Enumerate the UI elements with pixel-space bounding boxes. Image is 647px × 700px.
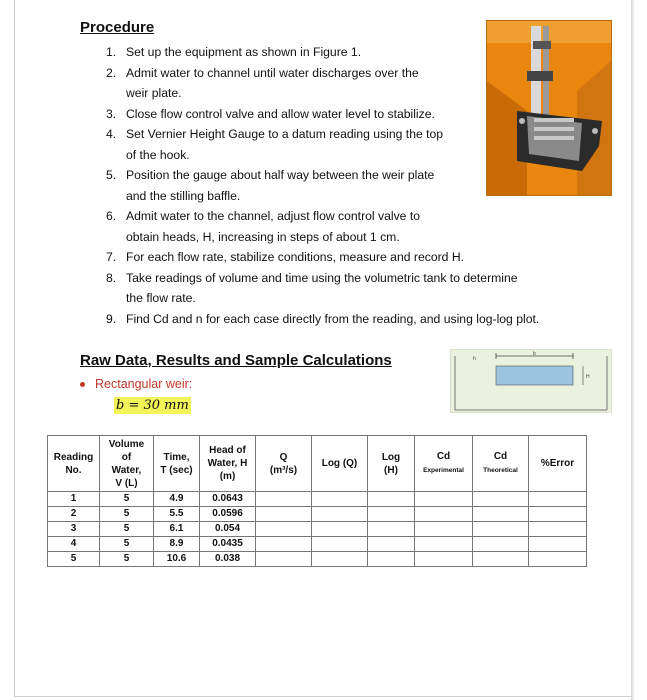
step-item: 5. Position the gauge about half way between the weir plate and the stilling baffle.: [106, 168, 435, 203]
col-reading: Reading No.: [48, 436, 100, 492]
apparatus-photo: [486, 20, 612, 196]
col-q: Q (m³/s): [256, 436, 312, 492]
procedure-heading: Procedure: [80, 19, 155, 36]
bullet-dot: [80, 382, 85, 387]
step-item: 9. Find Cd and n for each case directly from the reading, and using log-log plot.: [106, 311, 540, 326]
table-row: 5 5 10.6 0.038: [48, 552, 587, 567]
table-row: 2 5 5.5 0.0596: [48, 507, 587, 522]
table-row: 3 5 6.1 0.054: [48, 522, 587, 537]
diagram-label-h: h: [473, 356, 476, 362]
col-cd-theo: Cd Theoretical: [473, 436, 529, 492]
diagram-label-b: b: [533, 351, 536, 357]
table-header-row: [48, 436, 587, 492]
col-logq: Log (Q): [312, 436, 368, 492]
col-cd-exp: Cd Experimental: [415, 436, 473, 492]
col-head: Head of Water, H (m): [200, 436, 256, 492]
step-item: 2. Admit water to channel until water discharges over the weir plate.: [106, 65, 419, 100]
col-volume: Volume of Water, V (L): [100, 436, 154, 492]
step-item: 1. Set up the equipment as shown in Figure 1.: [106, 45, 362, 59]
table-row: 1 5 4.9 0.0643: [48, 492, 587, 507]
step-item: 3. Close flow control valve and allow water level to stabilize.: [106, 106, 435, 121]
step-item: 8. Take readings of volume and time using the volumetric tank to determine the flow rate.: [106, 270, 518, 305]
page-shadow: [631, 0, 635, 700]
procedure-steps: [106, 42, 540, 329]
step-item: 7. For each flow rate, stabilize conditions, measure and record H.: [106, 250, 465, 264]
table-row: 4 5 8.9 0.0435: [48, 537, 587, 552]
col-error: %Error: [529, 436, 587, 492]
col-time: Time, T (sec): [154, 436, 200, 492]
weir-diagram: [450, 349, 612, 413]
diagram-label-H: H: [586, 374, 590, 380]
col-logh: Log (H): [368, 436, 415, 492]
step-item: 6. Admit water to the channel, adjust flow control valve to obtain heads, H, increasing in steps of about 1 cm.: [106, 209, 421, 244]
step-item: 4. Set Vernier Height Gauge to a datum reading using the top of the hook.: [106, 127, 444, 162]
results-heading: Raw Data, Results and Sample Calculations: [80, 352, 392, 369]
weir-type-bullet: Rectangular weir:: [80, 377, 192, 391]
raw-data-table: [47, 435, 587, 567]
weir-width-param: b = 30 mm: [116, 398, 189, 413]
